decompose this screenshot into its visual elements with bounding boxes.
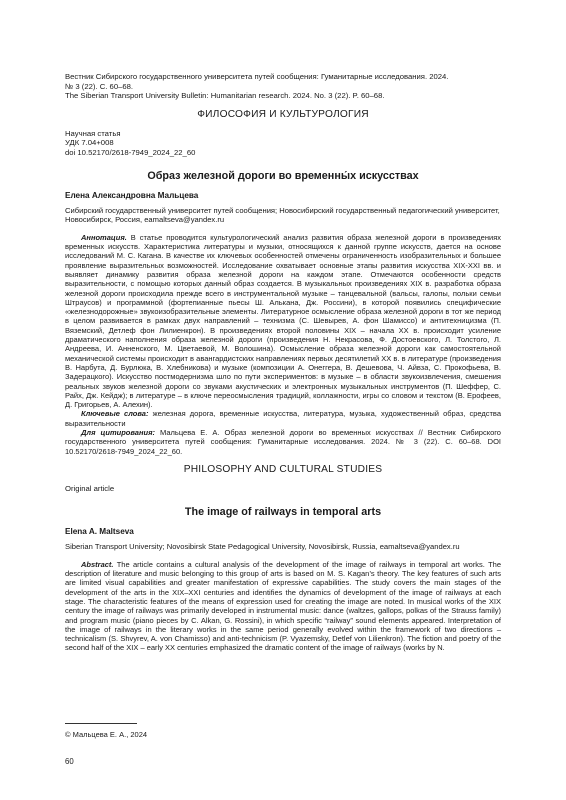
abstract-label-en: Abstract. xyxy=(81,559,114,569)
abstract-ru xyxy=(65,233,501,410)
article-title-ru: Образ железной дороги во временны́х искусствах xyxy=(147,170,419,182)
section-title-en: PHILOSOPHY AND CULTURAL STUDIES xyxy=(183,463,383,475)
abstract-text-en: The article contains a cultural analysis of the development of the image of railways in temporal art works. The description of literature and music belonging to this group of arts is based on M. S. Kagan’s theory. The key features of such arts are limited visual capabilities and greater manifestation of expressive capabilities. The study covers the main stages of the development of the arts in the XIX–XXI centuries and identifies the dynamics of development of the image of railways at each stage. The characteristic features of the means of expression used for creating the image are noted. In musical works of the XIX century the image of railways was primarily developed in instrumental music: dance (waltzes, gallops, polkas of the Strauss family) and program music (piano pieces by C. Alkan, G. Rossini), in which specific “railway” sound elements appeared. Interpretation of the image of railways in the literary works in the same period generally evolved within the framework of two directions – technicalism (S. Shvyrev, A. von Chamisso) and anti-technicism (P. Vyazemsky, Detlef von Lilienkron). The fiction and poetry of the second half of the XIX – early XX centuries emphasized the dramatic content of the image of railways (works by N. xyxy=(65,559,501,653)
page-number: 60 xyxy=(65,757,74,766)
article-type-en: Original article xyxy=(65,483,115,493)
journal-header-ru-line2: № 3 (22). С. 60–68. xyxy=(65,81,134,91)
journal-header-ru-line1: Вестник Сибирского государственного университета путей сообщения: Гуманитарные исследования. 2024. xyxy=(65,72,449,81)
section-title-ru: ФИЛОСОФИЯ И КУЛЬТУРОЛОГИЯ xyxy=(197,108,369,120)
abstract-text-ru: В статье проводится культурологический анализ развития образа железной дороги в произведениях временных искусств. Характеристика литературы и музыки, относящихся к данной группе искусств, дается на основе исследований М. С. Кагана. В качестве их ключевых особенностей отмечены ограниченность изобразительных и большее проявление выразительных возможностей. Исследование охватывает основные этапы развития искусства XIX-XXI вв. и выявляет динамику развития образа железной дороги на каждом этапе. Отмечаются особенности средств выразительности, с помощью которых данный образ создается. В музыкальных произведениях XIX в. разработка образа железной дороги происходила прежде всего в инструментальной музыке – танцевальной (вальсы, галопы, польки семьи Штраусов) и программной (фортепианные пьесы Ш. Алькана, Дж. Россини), в которой появились специфические «железнодорожные» звукоизобразительные элементы. Литературное осмысление образа железной дороги в тот же период в целом развивается в рамках двух направлений – технизма (С. Шевырев, А. фон Шамиссо) и антитехницизма (П. Вяземский, Детлеф фон Лилиенкрон). В произведениях второй половины XIX – начала XX в. происходит усиление драматического наполнения образа железной дороги (произведения Н. Некрасова, Ф. Достоевского, Л. Толстого, Л. Андреева, И. Анненского, М. Цветаевой, М. Волошина). Осмысление образа железной дороги как самостоятельной механической системы происходит в авангардистских направлениях первых десятилетий XX в. в литературе (произведения В. Нарбута, Д. Бурлюка, В. Хлебникова) и музыке (композиции А. Онеггера, В. Дешевова, Ч. Айвза, С. Прокофьева, В. Задерацкого). Искусство постмодернизма шло по пути экспериментов: в музыке – в области звукоизвлечения, смешения реальных звуков железной дороги со звуками акустических и электронных музыкальных инструментов (П. Шеффер, С. Райх, Дж. Кейдж); в литературе – в ключе переосмысления традиций, коллажности, игры со словом и текстом (В. Ерофеев, Д. Григорьев, А. Алехин). xyxy=(65,232,501,410)
article-title-en: The image of railways in temporal arts xyxy=(184,506,382,519)
author-ru: Елена Александровна Мальцева xyxy=(65,191,199,200)
journal-header-en: The Siberian Transport University Bulletin: Humanitarian research. 2024. No. 3 (22). P. 60–68. xyxy=(65,91,385,101)
affiliation-en: Siberian Transport University; Novosibirsk State Pedagogical University, Novosibirsk, Russia, eamaltseva@yandex.ru xyxy=(65,542,460,552)
abstract-en xyxy=(65,560,501,653)
citation-ru xyxy=(65,428,501,456)
citation-label-ru: Для цитирования: xyxy=(81,428,155,438)
keywords-ru xyxy=(65,409,501,428)
abstract-label-ru: Аннотация. xyxy=(81,232,127,242)
article-meta-ru xyxy=(65,129,501,157)
keywords-text-ru: железная дорога, временные искусства, литература, музыка, художественный образ, средства выразительности xyxy=(65,409,501,428)
copyright-note: © Мальцева Е. А., 2024 xyxy=(65,730,148,739)
footnote-divider xyxy=(65,723,137,724)
doi: doi 10.52170/2618-7949_2024_22_60 xyxy=(65,147,196,157)
author-en: Elena A. Maltseva xyxy=(65,527,134,537)
citation-text-ru: Мальцева Е. А. Образ железной дороги во временных искусствах // Вестник Сибирского государственного университета путей сообщения: Гуманитарные исследования. 2024. № 3 (22). С. 60–68. DOI 10.52170/2618-7949_2024_22_60. xyxy=(65,428,501,456)
journal-header xyxy=(65,72,501,101)
affiliation-ru: Сибирский государственный университет путей сообщения; Новосибирский государственный педагогический университет, Новосибирск, Россия, eamaltseva@yandex.ru xyxy=(65,206,500,225)
article-page xyxy=(65,72,501,653)
keywords-label-ru: Ключевые слова: xyxy=(81,409,149,419)
udc-code: УДК 7.04+008 xyxy=(65,138,114,148)
article-type-ru: Научная статья xyxy=(65,128,121,138)
